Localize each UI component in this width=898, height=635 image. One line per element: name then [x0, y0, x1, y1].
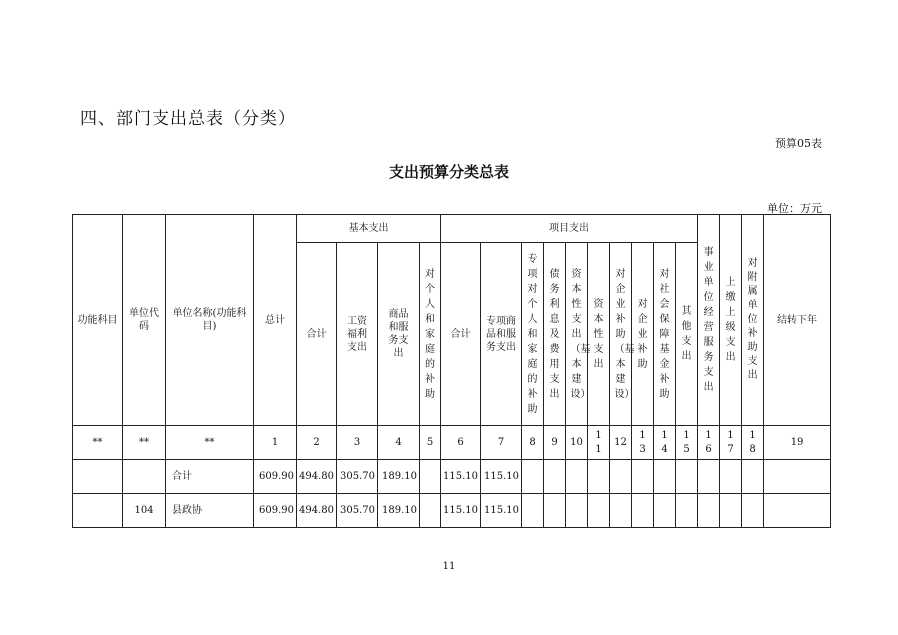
expenditure-table: [72, 214, 831, 528]
index-cell: 16: [698, 426, 720, 460]
empty-cell: [742, 460, 764, 494]
header-personal: 对个人和家庭的补助: [420, 243, 441, 426]
header-basic-sum: 合计: [297, 243, 337, 426]
empty-cell: [610, 460, 632, 494]
empty-cell: [632, 494, 654, 528]
basic-sum-cell: 494.80: [297, 494, 337, 528]
empty-cell: [610, 494, 632, 528]
personal-cell: [420, 460, 441, 494]
proj-sum-cell: 115.10: [441, 494, 481, 528]
index-cell: 9: [544, 426, 566, 460]
basic-sum-cell: 494.80: [297, 460, 337, 494]
index-cell: 19: [764, 426, 831, 460]
header-other: 其他支出: [676, 243, 698, 426]
empty-cell: [588, 494, 610, 528]
header-func-subject: 功能科目: [73, 215, 123, 426]
func-cell: [73, 460, 123, 494]
header-unit-code: 单位代码: [123, 215, 166, 426]
goods-cell: 189.10: [378, 494, 420, 528]
code-cell: 104: [123, 494, 166, 528]
header-capital: 资本性支出: [588, 243, 610, 426]
index-cell: 8: [522, 426, 544, 460]
section-heading: 四、部门支出总表（分类）: [80, 109, 296, 129]
header-social: 对社会保障基金补助: [654, 243, 676, 426]
empty-cell: [676, 494, 698, 528]
index-cell: 1: [254, 426, 297, 460]
index-cell: 7: [481, 426, 522, 460]
empty-cell: [588, 460, 610, 494]
personal-cell: [420, 494, 441, 528]
proj-sum-cell: 115.10: [441, 460, 481, 494]
header-proj-goods: 专项商品和服务支出: [481, 243, 522, 426]
index-cell: 18: [742, 426, 764, 460]
header-proj-sum: 合计: [441, 243, 481, 426]
header-goods: 商品和服务支出: [378, 243, 420, 426]
code-cell: [123, 460, 166, 494]
empty-cell: [522, 494, 544, 528]
header-business: 事业单位经营服务支出: [698, 215, 720, 426]
header-unit-name: 单位名称(功能科目): [166, 215, 254, 426]
index-cell: 15: [676, 426, 698, 460]
empty-cell: [566, 460, 588, 494]
index-cell: 12: [610, 426, 632, 460]
empty-cell: [698, 460, 720, 494]
wage-cell: 305.70: [337, 460, 378, 494]
proj-goods-cell: 115.10: [481, 460, 522, 494]
index-cell: **: [73, 426, 123, 460]
empty-cell: [720, 494, 742, 528]
index-cell: 4: [378, 426, 420, 460]
header-upper: 上缴上级支出: [720, 215, 742, 426]
empty-cell: [764, 460, 831, 494]
page-number: 11: [442, 561, 456, 572]
index-cell: 5: [420, 426, 441, 460]
empty-cell: [676, 460, 698, 494]
index-cell: 10: [566, 426, 588, 460]
header-carryover: 结转下年: [764, 215, 831, 426]
empty-cell: [522, 460, 544, 494]
empty-cell: [698, 494, 720, 528]
index-cell: 17: [720, 426, 742, 460]
header-subsidiary: 对附属单位补助支出: [742, 215, 764, 426]
index-cell: **: [166, 426, 254, 460]
goods-cell: 189.10: [378, 460, 420, 494]
name-cell: 县政协: [166, 494, 254, 528]
empty-cell: [764, 494, 831, 528]
empty-cell: [566, 494, 588, 528]
header-debt: 债务利息及费用支出: [544, 243, 566, 426]
header-enterprise-basic: 对企业补助（基本建设）: [610, 243, 632, 426]
index-cell: **: [123, 426, 166, 460]
empty-cell: [632, 460, 654, 494]
header-project-group: 项目支出: [441, 215, 698, 243]
header-capital-basic: 资本性支出（基本建设）: [566, 243, 588, 426]
table-row: [73, 460, 831, 494]
unit-label: 单位：万元: [767, 202, 822, 215]
header-proj-personal: 专项对个人和家庭的补助: [522, 243, 544, 426]
header-wage: 工资福利支出: [337, 243, 378, 426]
header-enterprise: 对企业补助: [632, 243, 654, 426]
index-cell: 13: [632, 426, 654, 460]
empty-cell: [654, 460, 676, 494]
empty-cell: [720, 460, 742, 494]
index-cell: 14: [654, 426, 676, 460]
index-cell: 3: [337, 426, 378, 460]
index-cell: 2: [297, 426, 337, 460]
name-cell: 合计: [166, 460, 254, 494]
proj-goods-cell: 115.10: [481, 494, 522, 528]
func-cell: [73, 494, 123, 528]
empty-cell: [544, 494, 566, 528]
empty-cell: [654, 494, 676, 528]
index-cell: 11: [588, 426, 610, 460]
total-cell: 609.90: [254, 494, 297, 528]
index-cell: 6: [441, 426, 481, 460]
table-code: 预算05表: [775, 137, 822, 150]
table-row: [73, 494, 831, 528]
header-total: 总计: [254, 215, 297, 426]
table-title: 支出预算分类总表: [388, 163, 509, 181]
empty-cell: [544, 460, 566, 494]
header-basic-group: 基本支出: [297, 215, 441, 243]
total-cell: 609.90: [254, 460, 297, 494]
empty-cell: [742, 494, 764, 528]
index-row: [73, 426, 831, 460]
wage-cell: 305.70: [337, 494, 378, 528]
